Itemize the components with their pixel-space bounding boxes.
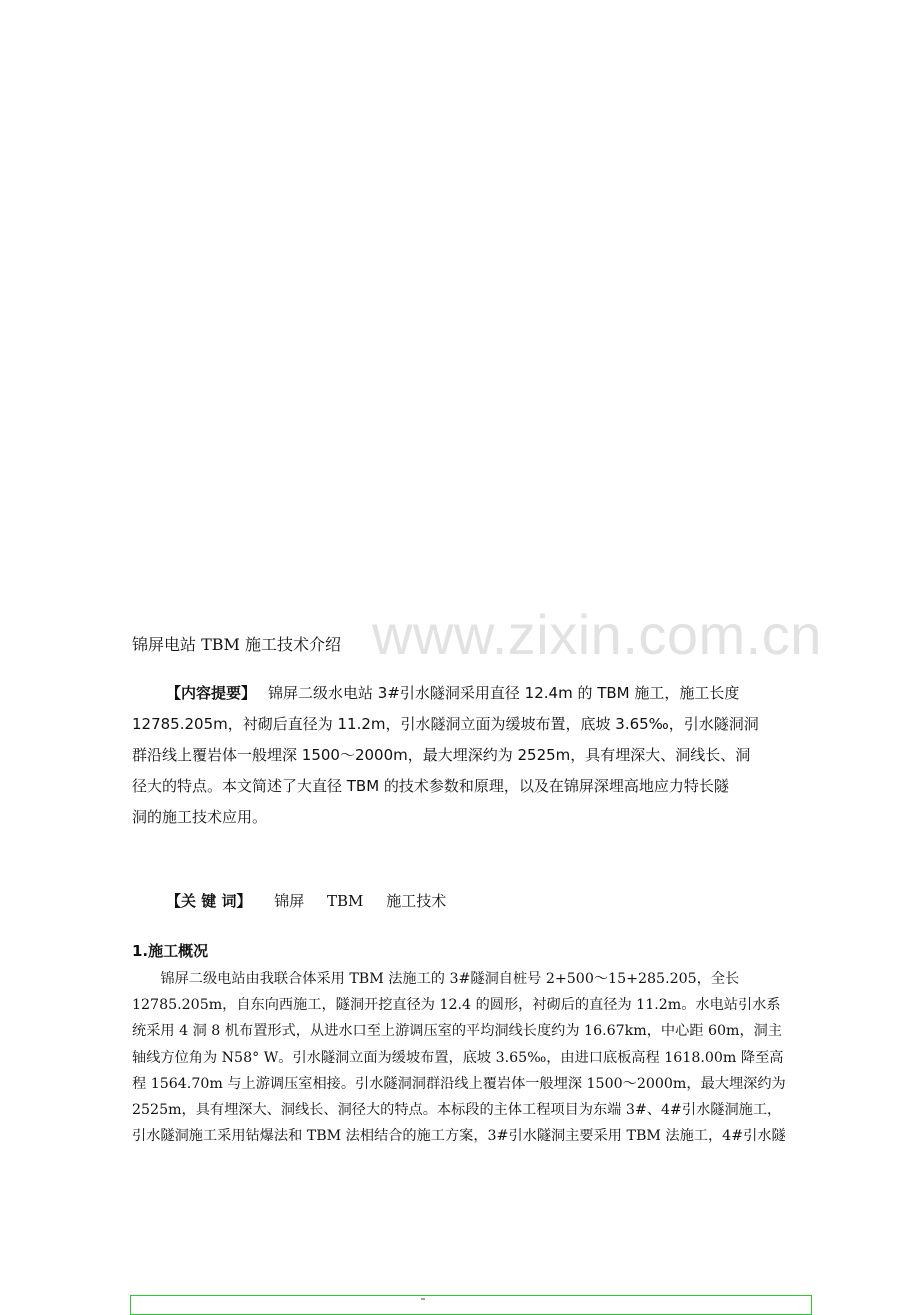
abstract-line: 群沿线上覆岩体一般埋深 1500～2000m，最大埋深约为 2525m，具有埋深大、洞线长、洞 (132, 746, 751, 764)
abstract-line: 洞的施工技术应用。 (132, 808, 268, 826)
body-line: 统采用 4 洞 8 机布置形式，从进水口至上游调压室的平均洞线长度约为 16.67km，中心距 60m，洞主 (132, 1023, 783, 1040)
body-line: 12785.205m，自东向西施工，隧洞开挖直径为 12.4 的圆形，衬砌后的直径为 11.2m。水电站引水系 (132, 997, 781, 1014)
abstract-line: 径大的特点。本文简述了大直径 TBM 的技术参数和原理，以及在锦屏深埋高地应力特长隧 (132, 777, 729, 795)
body-line: 锦屏二级电站由我联合体采用 TBM 法施工的 3#隧洞自桩号 2+500～15+285.205，全长 (132, 971, 740, 987)
watermark: www.zixin.com.cn (372, 603, 822, 666)
body-line: 程 1564.70m 与上游调压室相接。引水隧洞洞群沿线上覆岩体一般埋深 1500～2000m，最大埋深约为 (132, 1075, 786, 1092)
section-body (132, 966, 832, 1149)
document-title: 锦屏电站 TBM 施工技术介绍 (132, 635, 341, 654)
abstract-text: 锦屏二级水电站 3#引水隧洞采用直径 12.4m 的 TBM 施工，施工长度 (268, 684, 740, 702)
section-heading: 1.施工概况 (132, 942, 209, 960)
keyword-item: TBM (327, 892, 364, 910)
body-line: 轴线方位角为 N58° W。引水隧洞立面为缓坡布置，底坡 3.65‰，由进口底板高程 1618.00m 降至高 (132, 1049, 784, 1066)
keyword-item: 锦屏 (274, 892, 305, 910)
footer-frame (130, 1295, 812, 1315)
abstract-line: 12785.205m，衬砌后直径为 11.2m，引水隧洞立面为缓坡布置，底坡 3.65‰，引水隧洞洞 (132, 715, 759, 733)
footer-mark (421, 1298, 425, 1300)
abstract-block (132, 678, 772, 833)
body-line: 2525m，具有埋深大、洞线长、洞径大的特点。本标段的主体工程项目为东端 3#、4#引水隧洞施工， (132, 1101, 782, 1118)
keywords-row (166, 890, 464, 911)
keywords-label: 【关 键 词】 (166, 892, 252, 910)
abstract-label: 【内容提要】 (166, 684, 257, 702)
body-line: 引水隧洞施工采用钻爆法和 TBM 法相结合的施工方案，3#引水隧洞主要采用 TBM 法施工，4#引水隧 (132, 1128, 786, 1145)
abstract-line (132, 678, 772, 709)
keyword-item: 施工技术 (386, 892, 447, 910)
